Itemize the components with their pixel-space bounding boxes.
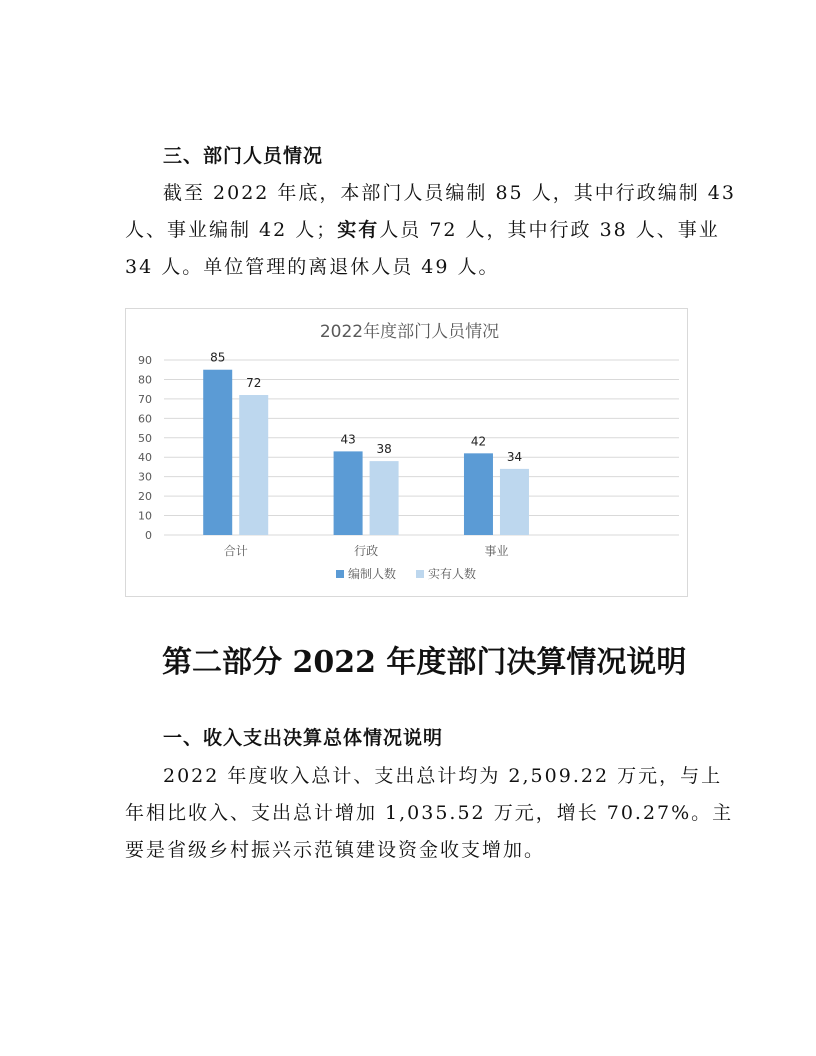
data-label: 72	[246, 376, 262, 390]
personnel-paragraph	[125, 175, 736, 286]
legend-swatch	[416, 570, 424, 578]
bar-staffing	[464, 453, 493, 535]
paragraph-line: 2022 年度收入总计、支出总计均为 2,509.22 万元，与上	[163, 765, 723, 787]
personnel-chart	[125, 308, 688, 597]
paragraph-line: 年相比收入、支出总计增加 1,035.52 万元，增长 70.27%。主	[125, 802, 734, 824]
data-label: 85	[210, 350, 226, 365]
emphasis-text: 实有	[337, 219, 380, 241]
legend-label: 实有人数	[428, 567, 477, 581]
y-tick-label: 40	[138, 451, 152, 465]
section-heading-income: 一、收入支出决算总体情况说明	[163, 727, 444, 749]
data-label: 43	[340, 432, 356, 447]
chart-title: 2022年度部门人员情况	[319, 322, 500, 342]
paragraph-line	[125, 212, 720, 249]
bar-actual	[239, 395, 268, 535]
income-paragraph	[125, 758, 734, 869]
y-tick-label: 60	[138, 412, 152, 426]
y-tick-label: 70	[138, 392, 152, 406]
section-heading-personnel: 三、部门人员情况	[163, 145, 324, 167]
data-label: 38	[376, 442, 392, 457]
y-tick-label: 50	[138, 431, 152, 445]
y-tick-label: 80	[138, 373, 152, 387]
x-tick-label: 行政	[354, 544, 379, 558]
bar-staffing	[334, 451, 363, 535]
line-start-text: 人	[125, 219, 147, 241]
paragraph-line: 要是省级乡村振兴示范镇建设资金收支增加。	[125, 839, 546, 861]
bar-staffing	[203, 370, 232, 535]
legend-swatch	[336, 570, 344, 578]
paragraph-line: 34 人。单位管理的离退休人员 49 人。	[125, 256, 500, 278]
bar-actual	[370, 461, 399, 535]
data-label: 34	[506, 449, 523, 464]
paragraph-line: 截至 2022 年底，本部门人员编制 85 人，其中行政编制 43	[163, 182, 736, 204]
bar-actual	[500, 469, 529, 535]
y-tick-label: 90	[138, 354, 152, 367]
x-tick-label: 事业	[484, 544, 509, 558]
legend-label: 编制人数	[348, 567, 397, 581]
bar-chart-svg	[126, 309, 689, 598]
line-text: 、事业编制 42 人；	[146, 219, 338, 241]
y-tick-label: 30	[138, 470, 152, 484]
line-text: 人员 72 人，其中行政 38 人、事业	[379, 219, 720, 241]
y-tick-label: 10	[138, 509, 152, 523]
data-label: 42	[470, 434, 487, 449]
y-tick-label: 20	[138, 490, 152, 504]
part-title: 第二部分 2022 年度部门决算情况说明	[162, 645, 687, 680]
x-tick-label: 合计	[223, 544, 248, 558]
y-tick-label: 0	[145, 529, 152, 542]
